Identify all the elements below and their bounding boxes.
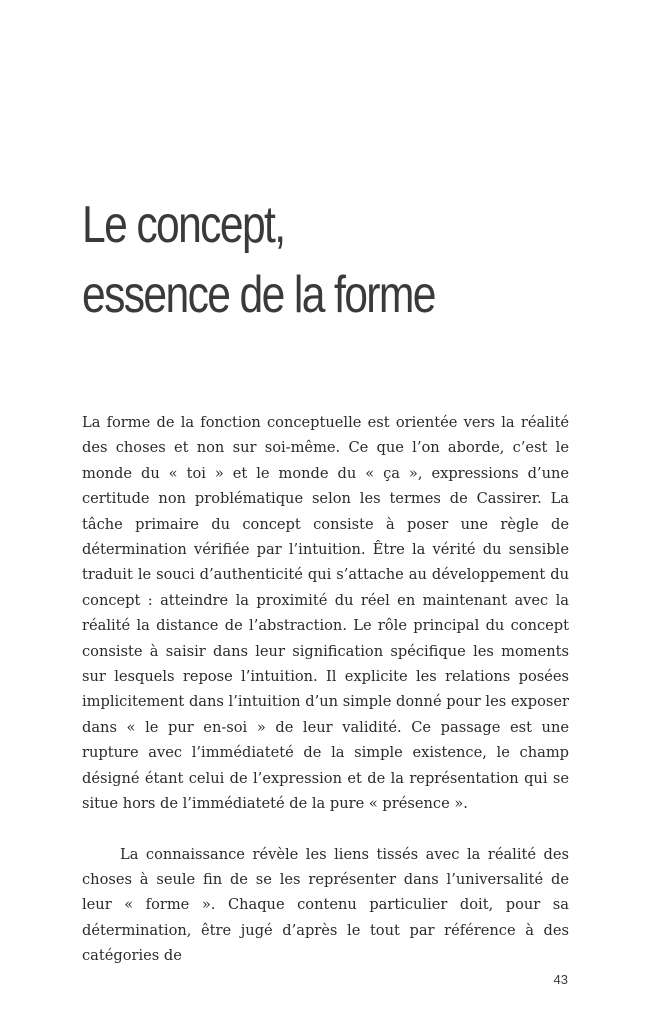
page-number: 43 xyxy=(553,972,568,987)
paragraph-2: La connaissance révèle les liens tissés avec la réalité des choses à seule fin de se les représenter dans l’universalité de leur « forme ». Chaque contenu particulier doit, pour sa détermination, être jugé d’après le tout par référence à des catégories de xyxy=(82,845,569,965)
paragraph-1: La forme de la fonction conceptuelle est orientée vers la réalité des choses et non sur soi-même. Ce que l’on aborde, c’est le monde du « toi » et le monde du « ça », expressions d’une certitude non problématique selon les termes de Cassirer. La tâche primaire du concept consiste à poser une règle de détermination vérifiée par l’intuition. Être la vérité du sensible traduit le souci d’authenticité qui s’attache au développement du concept : atteindre la proximité du réel en maintenant avec la réalité la distance de l’abstraction. Le rôle principal du concept consiste à saisir dans leur signification spécifique les moments sur lesquels repose l’intuition. Il explicite les relations posées implicitement dans l’intuition d’un simple donné pour les exposer dans « le pur en-soi » de leur validité. Ce passage est une rupture avec l’immédiateté de la simple existence, le champ désigné étant celui de l’expression et de la représentation qui se situe hors de l’immédiateté de la pure « présence ». xyxy=(82,414,569,813)
chapter-title-line-2: essence de la forme xyxy=(82,266,435,324)
chapter-title-line-1: Le concept, xyxy=(82,196,285,254)
chapter-title xyxy=(82,190,492,330)
body-text xyxy=(82,410,569,969)
